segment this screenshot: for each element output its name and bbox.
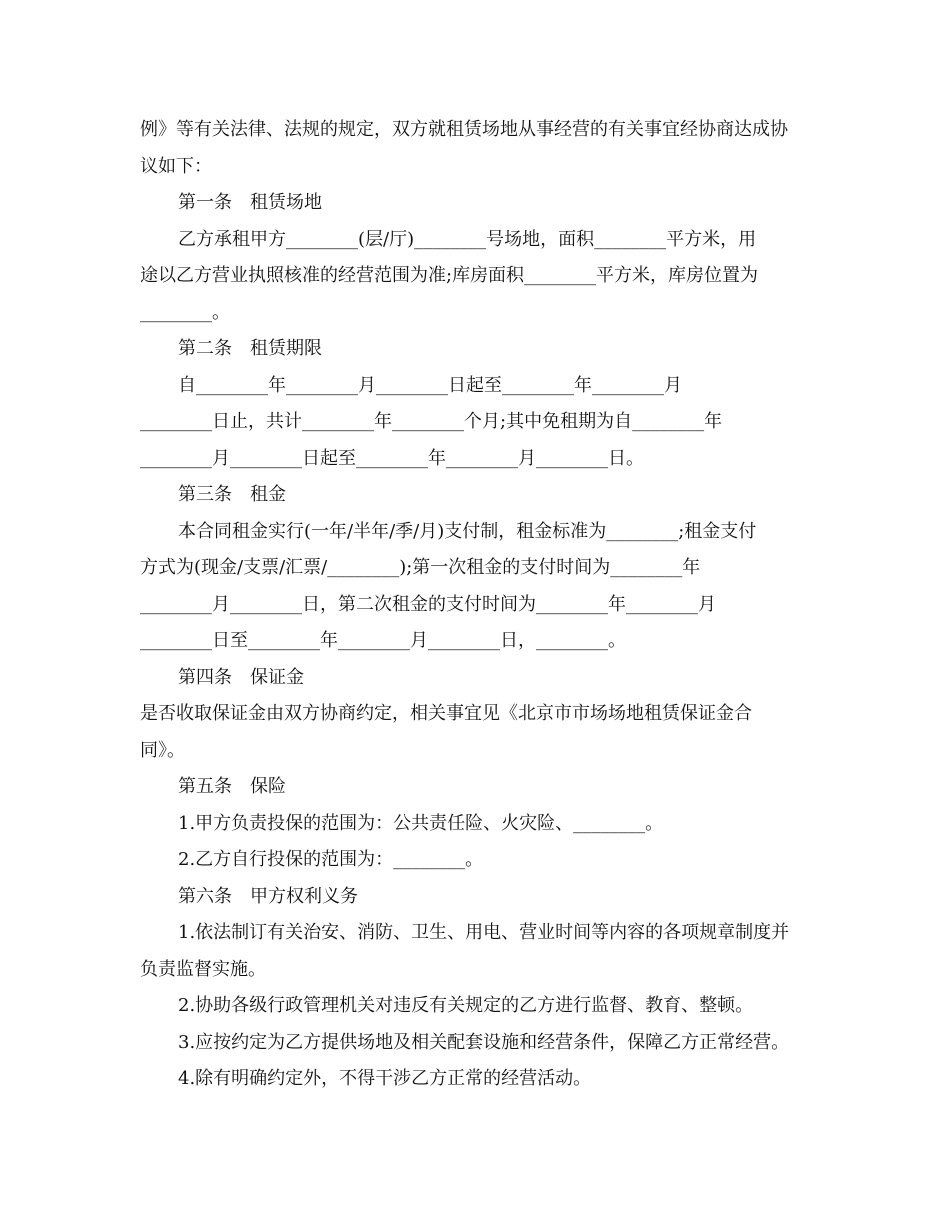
article-heading-2: 第二条 租赁期限 xyxy=(178,338,322,359)
document-body xyxy=(140,112,820,1098)
article-heading-4: 第四条 保证金 xyxy=(178,666,304,688)
paragraph-line: ________月________日，第二次租金的支付时间为________年________月 xyxy=(140,593,716,615)
article-heading-5: 第五条 保险 xyxy=(178,776,286,797)
list-item: 2.乙方自行投保的范围为：________。 xyxy=(178,849,484,870)
list-item: 2.协助各级行政管理机关对违反有关规定的乙方进行监督、教育、整顿。 xyxy=(178,995,754,1016)
paragraph-line: 议如下： xyxy=(140,155,212,177)
paragraph-line: ________。 xyxy=(140,301,230,323)
paragraph-line: 方式为(现金/支票/汇票/________);第一次租金的支付时间为________年 xyxy=(140,557,701,578)
article-heading-6: 第六条 甲方权利义务 xyxy=(178,885,358,907)
list-item: 1.依法制订有关治安、消防、卫生、用电、营业时间等内容的各项规章制度并 xyxy=(178,922,790,943)
paragraph-line: 负责监督实施。 xyxy=(140,958,266,980)
list-item: 3.应按约定为乙方提供场地及相关配套设施和经营条件，保障乙方正常经营。 xyxy=(178,1031,790,1053)
paragraph-line: 是否收取保证金由双方协商约定，相关事宜见《北京市市场场地租赁保证金合 xyxy=(140,703,752,724)
paragraph-line: 自________年________月________日起至________年________月 xyxy=(178,374,682,396)
paragraph-line: 例》等有关法律、法规的规定，双方就租赁场地从事经营的有关事宜经协商达成协 xyxy=(140,119,788,140)
paragraph-line: ________日止，共计________年________个月;其中免租期为自________年 xyxy=(140,411,723,432)
list-item: 4.除有明确约定外，不得干涉乙方正常的经营活动。 xyxy=(178,1068,592,1089)
paragraph-line: 途以乙方营业执照核准的经营范围为准;库房面积________平方米，库房位置为 xyxy=(140,265,759,286)
paragraph-line: ________月________日起至________年________月________日。 xyxy=(140,447,644,469)
article-heading-3: 第三条 租金 xyxy=(178,484,286,505)
paragraph-line: 本合同租金实行(一年/半年/季/月)支付制，租金标准为________;租金支付 xyxy=(178,520,757,542)
paragraph-line: 同》。 xyxy=(140,739,185,761)
article-heading-1: 第一条 租赁场地 xyxy=(178,192,322,213)
list-item: 1.甲方负责投保的范围为：公共责任险、火灾险、________。 xyxy=(178,812,664,834)
paragraph-line: 乙方承租甲方________(层/厅)________号场地，面积________平方米，用 xyxy=(178,228,757,250)
paragraph-line: ________日至________年________月________日，________。 xyxy=(140,630,626,651)
